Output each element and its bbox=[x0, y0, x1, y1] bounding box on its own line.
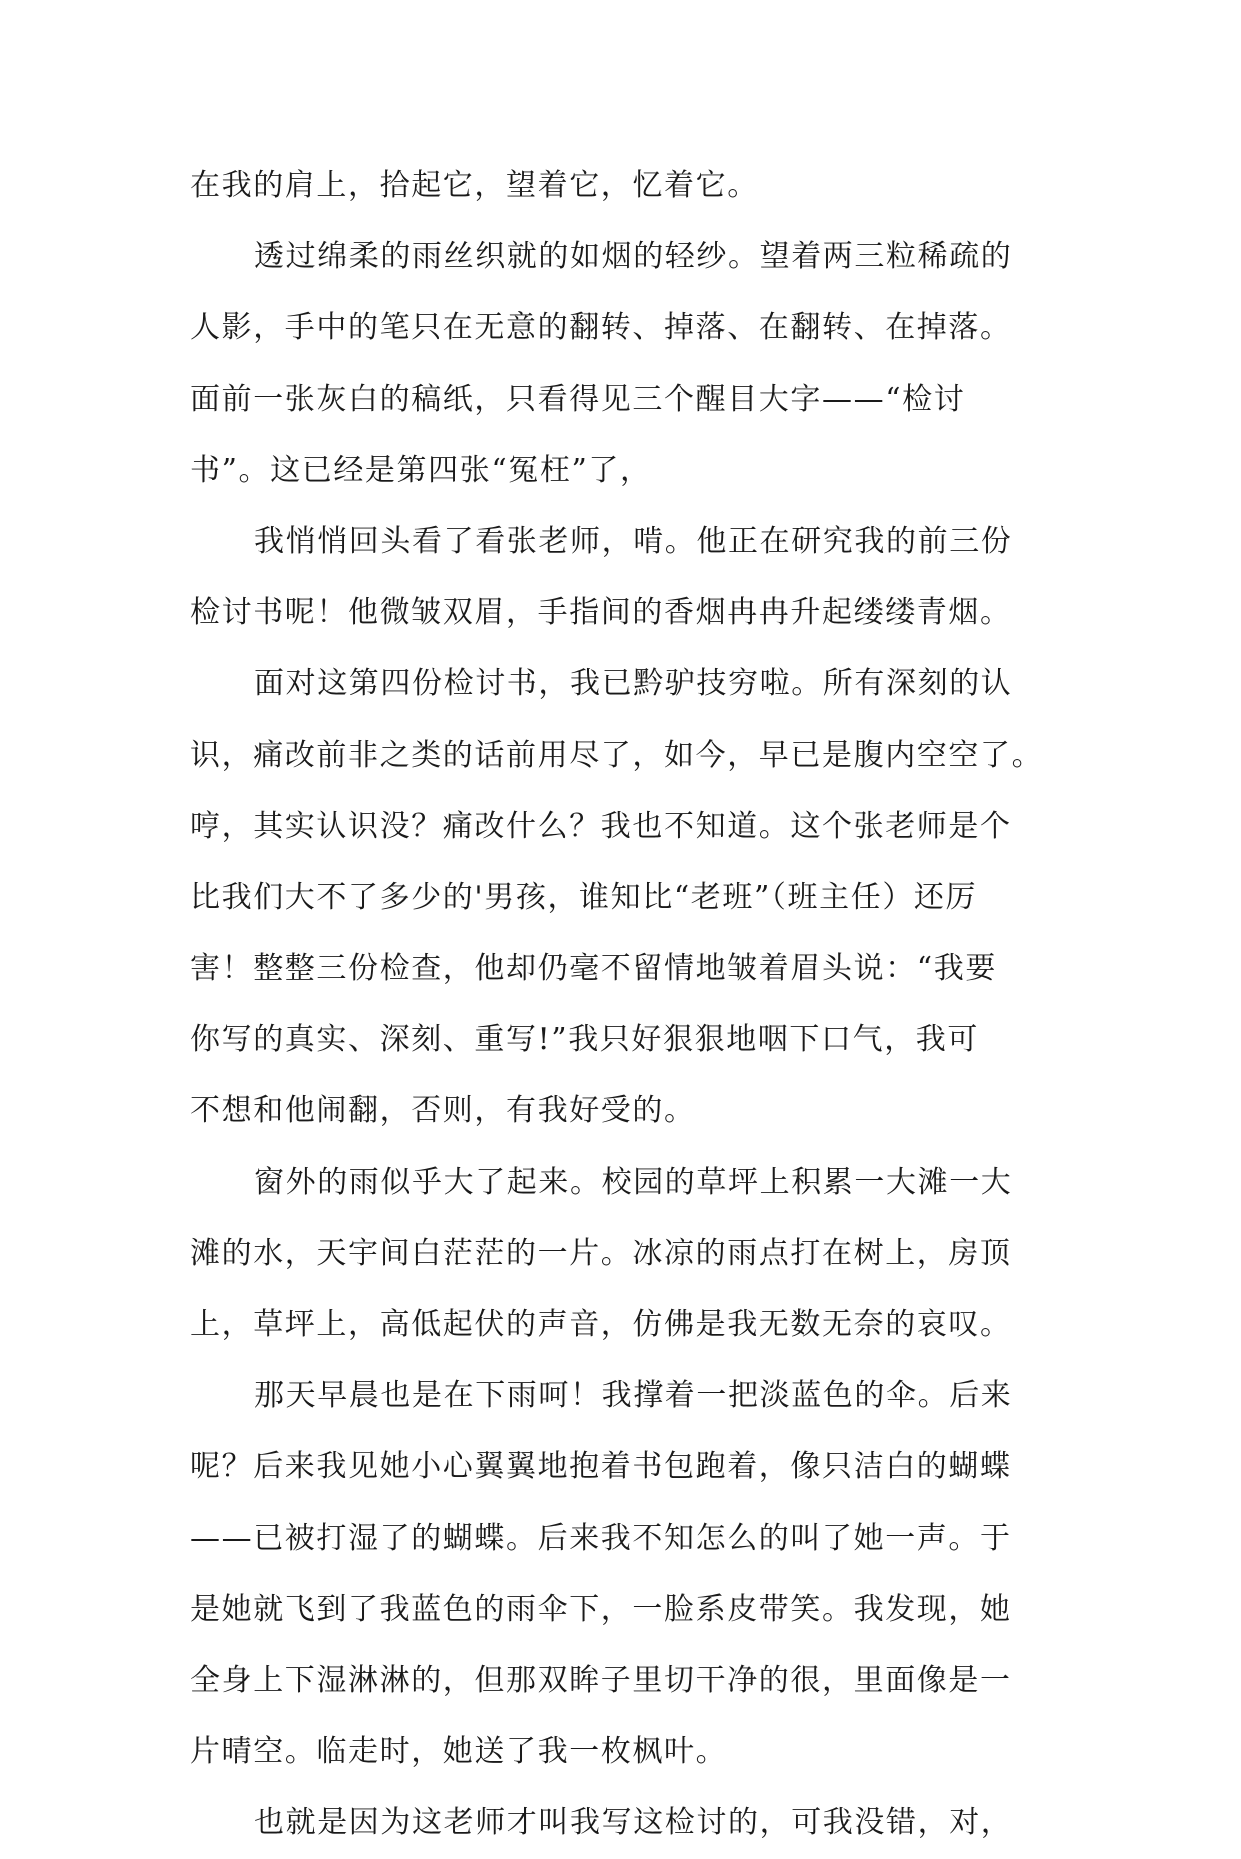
text-line-19: 呢？后来我见她小心翼翼地抱着书包跑着，像只洁白的蝴蝶 bbox=[190, 1449, 1012, 1485]
text-line-21: 是她就飞到了我蓝色的雨伞下，一脸系皮带笑。我发现，她 bbox=[190, 1591, 1012, 1627]
text-line-3: 人影，手中的笔只在无意的翻转、掉落、在翻转、在掉落。 bbox=[190, 310, 1012, 346]
text-line-8: 面对这第四份检讨书，我已黔驴技穷啦。所有深刻的认 bbox=[254, 666, 1013, 702]
text-line-11: 比我们大不了多少的'男孩，谁知比“老班”（班主任）还厉 bbox=[190, 879, 978, 915]
text-line-6: 我悄悄回头看了看张老师，啃。他正在研究我的前三份 bbox=[254, 523, 1013, 559]
text-line-7: 检讨书呢！他微皱双眉，手指间的香烟冉冉升起缕缕青烟。 bbox=[190, 595, 1012, 631]
text-line-14: 不想和他闹翻，否则，有我好受的。 bbox=[190, 1093, 696, 1129]
text-line-13: 你写的真实、深刻、重写!”我只好狠狠地咽下口气，我可 bbox=[190, 1022, 979, 1058]
text-line-22: 全身上下湿淋淋的，但那双眸子里切干净的很，里面像是一 bbox=[190, 1662, 1012, 1698]
text-line-2: 透过绵柔的雨丝织就的如烟的轻纱。望着两三粒稀疏的 bbox=[254, 239, 1013, 275]
text-line-15: 窗外的雨似乎大了起来。校园的草坪上积累一大滩一大 bbox=[254, 1164, 1013, 1200]
text-line-4: 面前一张灰白的稿纸，只看得见三个醒目大字——“检讨 bbox=[190, 381, 966, 417]
text-line-1: 在我的肩上，拾起它，望着它，忆着它。 bbox=[190, 168, 759, 203]
text-line-10: 哼，其实认识没？痛改什么？我也不知道。这个张老师是个 bbox=[190, 808, 1012, 844]
text-line-20: ——已被打湿了的蝴蝶。后来我不知怎么的叫了她一声。于 bbox=[190, 1520, 1012, 1556]
text-line-5: 书”。这已经是第四张“冤枉”了， bbox=[190, 452, 652, 488]
text-line-23: 片晴空。临走时，她送了我一枚枫叶。 bbox=[190, 1734, 728, 1770]
text-line-9: 识，痛改前非之类的话前用尽了，如今，早已是腹内空空了。 bbox=[190, 737, 1044, 773]
text-line-17: 上，草坪上，高低起伏的声音，仿佛是我无数无奈的哀叹。 bbox=[190, 1307, 1012, 1342]
document-page bbox=[190, 150, 1070, 1859]
text-line-12: 害！整整三份检查，他却仍毫不留情地皱着眉头说：“我要 bbox=[190, 951, 997, 987]
text-line-18: 那天早晨也是在下雨呵！我撑着一把淡蓝色的伞。后来 bbox=[254, 1378, 1013, 1414]
text-line-16: 滩的水，天宇间白茫茫的一片。冰凉的雨点打在树上，房顶 bbox=[190, 1235, 1012, 1271]
text-line-24: 也就是因为这老师才叫我写这检讨的，可我没错，对， bbox=[254, 1805, 1013, 1841]
